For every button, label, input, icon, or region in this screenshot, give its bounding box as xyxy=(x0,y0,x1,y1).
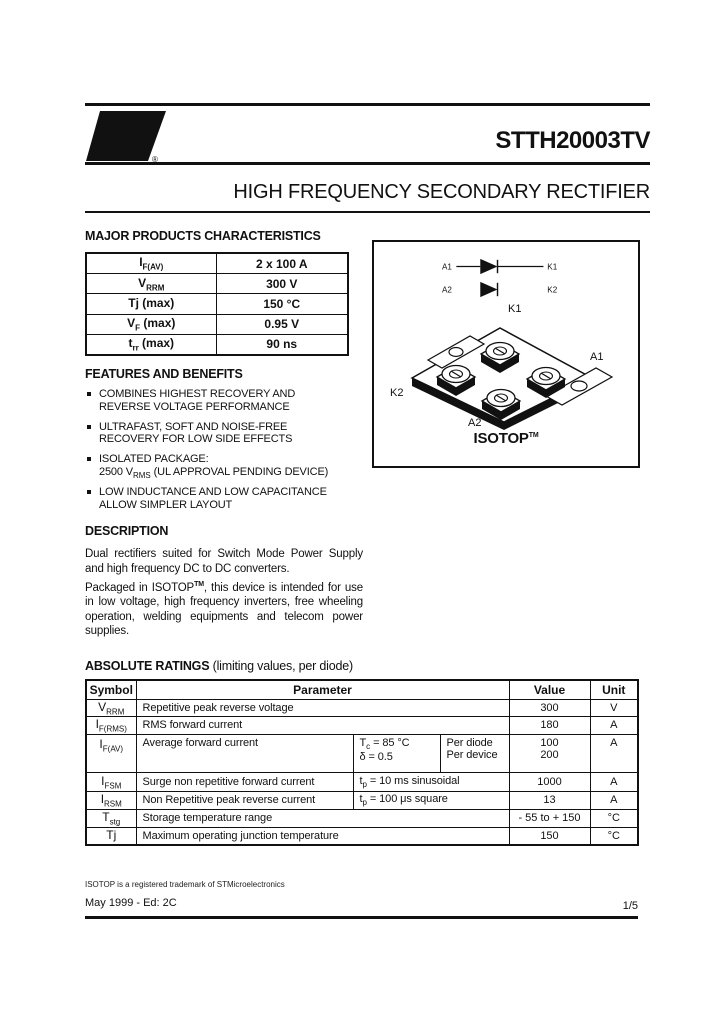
trademark-superscript: TM xyxy=(528,432,539,439)
footer-rule xyxy=(85,916,638,919)
absolute-ratings-table xyxy=(85,679,639,846)
value-cell: 180 xyxy=(509,716,590,734)
value-cell: 13 xyxy=(509,791,590,809)
diode2-symbol-icon xyxy=(480,282,497,297)
mounting-slot-icon xyxy=(571,381,587,391)
table-row xyxy=(86,274,348,294)
description-paragraph-2: Packaged in ISOTOP™, this device is intended for use in low voltage, high frequency inverters, free wheeling operation, welding equipments and telecom power supplies. xyxy=(85,581,363,638)
parameter-cell: Storage temperature range xyxy=(136,809,509,827)
feature-text: ULTRAFAST, SOFT AND NOISE-FREE RECOVERY FOR LOW SIDE EFFECTS xyxy=(99,420,293,446)
major-characteristics-heading: MAJOR PRODUCTS CHARACTERISTICS xyxy=(85,229,321,243)
trademark-superscript: TM xyxy=(194,581,204,588)
trademark-footnote: ISOTOP is a registered trademark of STMicroelectronics xyxy=(85,880,285,889)
conditions-cell: $T_c = 85$ °C δ = 0.5 xyxy=(353,734,440,772)
conditions-cell: $t_p = 100$ μs square xyxy=(353,791,509,809)
symbol-cell: $I_{F(AV)}$ xyxy=(86,253,216,274)
bullet-square-icon xyxy=(87,425,91,429)
feature-text: COMBINES HIGHEST RECOVERY AND REVERSE VOLTAGE PERFORMANCE xyxy=(99,388,296,413)
value-cell: 0.95 V xyxy=(216,314,348,334)
table-row xyxy=(86,827,638,845)
symbol-cell: $I_{F(RMS)}$ xyxy=(86,716,136,734)
iso-k2-label: K2 xyxy=(390,387,404,399)
unit-cell: V xyxy=(590,699,638,716)
major-characteristics-table xyxy=(85,252,349,356)
parameter-cell: Average forward current xyxy=(136,734,353,772)
symbol-cell: $T_{stg}$ xyxy=(86,809,136,827)
cathode1-label: K1 xyxy=(547,262,558,272)
unit-cell: A xyxy=(590,772,638,791)
value-cell: 300 xyxy=(509,699,590,716)
features-list xyxy=(85,388,380,519)
conditions-cell: $t_p = 10$ ms sinusoidal xyxy=(353,772,509,791)
symbol-cell: Tj (max) xyxy=(86,294,216,314)
value-cell: 1000 xyxy=(509,772,590,791)
st-logo xyxy=(86,109,168,163)
list-item xyxy=(85,421,380,450)
table-row xyxy=(86,772,638,791)
value-cell: 300 V xyxy=(216,274,348,294)
parameter-cell: Repetitive peak reverse voltage xyxy=(136,699,509,716)
bullet-square-icon xyxy=(87,490,91,494)
symbol-cell: Tj xyxy=(86,827,136,845)
table-row xyxy=(86,791,638,809)
scope-cell: Per diode Per device xyxy=(440,734,509,772)
iso-k1-label: K1 xyxy=(508,303,522,315)
feature-text: ISOLATED PACKAGE: 2500 $V_{RMS}$ (UL APPROVAL PENDING DEVICE) xyxy=(99,453,329,481)
unit-cell: A xyxy=(590,791,638,809)
value-cell: 2 x 100 A xyxy=(216,253,348,274)
column-header: Value xyxy=(509,680,590,699)
symbol-cell: $t_{rr}$ (max) xyxy=(86,334,216,355)
parameter-cell: Surge non repetitive forward current xyxy=(136,772,353,791)
description-heading: DESCRIPTION xyxy=(85,524,169,538)
column-header: Symbol xyxy=(86,680,136,699)
table-row xyxy=(86,253,348,274)
description-paragraph-1: Dual rectifiers suited for Switch Mode Power Supply and high frequency DC to DC converters. xyxy=(85,548,363,575)
page-number: 1/5 xyxy=(622,900,638,912)
symbol-cell: $I_{RSM}$ xyxy=(86,791,136,809)
iso-a1-label: A1 xyxy=(590,351,604,363)
value-cell: 150 xyxy=(509,827,590,845)
parameter-cell: RMS forward current xyxy=(136,716,509,734)
feature-text: LOW INDUCTANCE AND LOW CAPACITANCE ALLOW SIMPLER LAYOUT xyxy=(99,486,327,511)
column-header: Parameter xyxy=(136,680,509,699)
symbol-cell: $V_{RRM}$ xyxy=(86,699,136,716)
table-row xyxy=(86,716,638,734)
anode1-label: A1 xyxy=(442,262,452,272)
title-underline-rule xyxy=(85,211,650,213)
features-heading: FEATURES AND BENEFITS xyxy=(85,367,243,381)
mounting-hole-icon xyxy=(449,348,463,357)
dual-diode-schematic xyxy=(442,254,576,302)
absolute-ratings-heading: ABSOLUTE RATINGS (limiting values, per diode) xyxy=(85,659,353,673)
symbol-cell: $I_{F(AV)}$ xyxy=(86,734,136,772)
symbol-cell: $V_F$ (max) xyxy=(86,314,216,334)
st-logo-text: ST xyxy=(101,118,150,160)
table-row xyxy=(86,334,348,355)
value-cell: 100 200 xyxy=(509,734,590,772)
unit-cell: A xyxy=(590,734,638,772)
table-header-row xyxy=(86,680,638,699)
parameter-cell: Non Repetitive peak reverse current xyxy=(136,791,353,809)
table-row xyxy=(86,699,638,716)
isotop-package-drawing xyxy=(388,298,626,430)
value-cell: - 55 to + 150 xyxy=(509,809,590,827)
package-caption: ISOTOP™ xyxy=(473,430,539,447)
registered-mark: ® xyxy=(152,155,158,163)
list-item xyxy=(85,453,380,482)
unit-cell: °C xyxy=(590,827,638,845)
table-row xyxy=(86,734,638,772)
value-cell: 150 °C xyxy=(216,294,348,314)
list-item xyxy=(85,388,380,417)
unit-cell: A xyxy=(590,716,638,734)
bullet-square-icon xyxy=(87,457,91,461)
header-bottom-rule xyxy=(85,162,650,165)
revision-date: May 1999 - Ed: 2C xyxy=(85,897,177,909)
column-header: Unit xyxy=(590,680,638,699)
header-top-rule xyxy=(85,103,650,106)
cathode2-label: K2 xyxy=(547,285,558,295)
package-figure-box xyxy=(372,240,640,468)
anode2-label: A2 xyxy=(442,285,452,295)
symbol-cell: $V_{RRM}$ xyxy=(86,274,216,294)
symbol-cell: $I_{FSM}$ xyxy=(86,772,136,791)
list-item xyxy=(85,486,380,515)
bullet-square-icon xyxy=(87,392,91,396)
value-cell: 90 ns xyxy=(216,334,348,355)
diode1-symbol-icon xyxy=(480,259,497,274)
unit-cell: °C xyxy=(590,809,638,827)
page-title: HIGH FREQUENCY SECONDARY RECTIFIER xyxy=(233,181,650,203)
table-row xyxy=(86,809,638,827)
table-row xyxy=(86,314,348,334)
parameter-cell: Maximum operating junction temperature xyxy=(136,827,509,845)
part-number: STTH20003TV xyxy=(495,127,650,154)
iso-a2-label: A2 xyxy=(468,417,482,429)
table-row xyxy=(86,294,348,314)
